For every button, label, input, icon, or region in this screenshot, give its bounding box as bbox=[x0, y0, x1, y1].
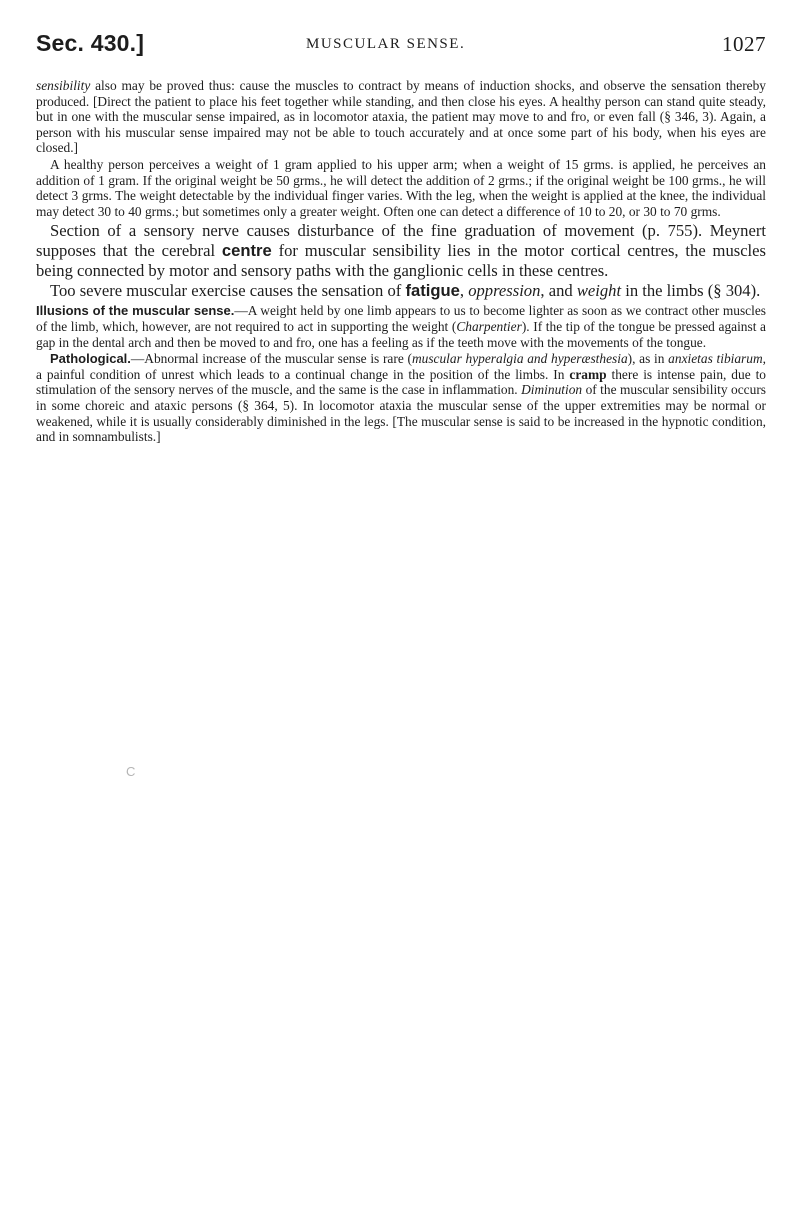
italic-term: Diminution bbox=[521, 382, 583, 398]
paragraph-text: also may be proved thus: cause the muscles to contract by means of induction shocks, and observe the sensation thereby produced. [Direct the patient to place his feet together while standing, and then close his eyes. A healthy person can stand quite steady, but in one with the muscular sense impaired, as in locomotor ataxia, the patient may move to and fro, or even fall (§ 346, 3). Again, a person with his muscular sense impaired may not be able to touch accurately and at once some part of his body, when his eyes are closed.] bbox=[36, 78, 766, 156]
book-page bbox=[36, 0, 766, 1210]
page-mark: C bbox=[126, 764, 136, 779]
paragraph-muscular-sensibility bbox=[36, 78, 766, 156]
paragraph-pathological bbox=[36, 351, 766, 445]
text-run: for muscular sensibility lies in the motor cortical centres, the muscles being connected by motor and sensory paths with the ganglionic cells in these centres. bbox=[36, 241, 766, 281]
text-run: ), as in bbox=[627, 351, 669, 367]
section-heading: Pathological. bbox=[50, 351, 131, 367]
text-run: —Abnormal increase of the muscular sense is rare ( bbox=[130, 351, 412, 367]
italic-term: Charpentier bbox=[456, 318, 522, 334]
lead-italic-word: sensibility bbox=[36, 78, 91, 93]
page-number: 1027 bbox=[722, 32, 766, 56]
italic-term: anxietas tibiarum bbox=[668, 351, 763, 367]
italic-term: oppression bbox=[468, 281, 541, 301]
text-run: Section of a sensory nerve causes disturbance of the fine graduation of movement (p. 755). Meynert supposes that the cerebral bbox=[36, 221, 766, 261]
section-label: Sec. 430.] bbox=[36, 30, 145, 56]
section-heading: Illusions of the muscular sense. bbox=[36, 303, 235, 319]
paragraph-fatigue bbox=[36, 281, 766, 301]
text-run: , a painful condition of unrest which leads to a continual change in the position of the limbs. In bbox=[36, 351, 766, 382]
bold-term: fatigue bbox=[405, 281, 460, 301]
paragraph-text: A healthy person perceives a weight of 1 gram applied to his upper arm; when a weight of 15 grms. is applied, he perceives an addition of 1 gram. If the original weight be 50 grms., he will detect the addition of 2 grms.; if the original weight be 100 grms., he will detect 3 grms. The weight detectable by the individual finger varies. With the leg, when the weight is applied at the knee, the individual may detect 30 to 40 grms.; but sometimes only a greater weight. Often one can detect a difference of 10 to 20, or 30 to 70 grms. bbox=[36, 156, 766, 219]
text-run: , and bbox=[540, 281, 577, 301]
paragraph-sensory-nerve-section bbox=[36, 221, 766, 281]
text-run: Too severe muscular exercise causes the sensation of bbox=[50, 281, 406, 301]
text-run: there is intense pain, due to stimulation of the sensory nerves of the muscle, and the same is the case in inflammation. bbox=[36, 366, 766, 398]
paragraph-illusions bbox=[36, 303, 766, 350]
text-run: , bbox=[459, 281, 469, 301]
running-title: MUSCULAR SENSE. bbox=[306, 36, 466, 52]
bold-term: cramp bbox=[569, 366, 607, 382]
text-run: in the limbs (§ 304). bbox=[621, 281, 761, 301]
text-run: of the muscular sensibility occurs in some choreic and ataxic persons (§ 364, 5). In locomotor ataxia the muscular sense of the upper extremities may be normal or weakened, while it is usually considerably diminished in the legs. [The muscular sense is said to be increased in the hypnotic condition, and in somnambulists.] bbox=[36, 382, 766, 445]
italic-term: weight bbox=[576, 281, 622, 301]
page-body bbox=[36, 78, 766, 445]
paragraph-weight-perception bbox=[36, 157, 766, 219]
running-head bbox=[36, 26, 766, 66]
text-run: —A weight held by one limb appears to us to become lighter as soon as we contract other muscles of the limb, which, however, are not required to act in supporting the weight ( bbox=[36, 303, 766, 334]
text-run: ). If the tip of the tongue be pressed against a gap in the dental arch and then be moved to and fro, one has a feeling as if the teeth move with the movements of the tongue. bbox=[36, 318, 767, 350]
bold-term: centre bbox=[221, 241, 272, 261]
italic-term: muscular hyperalgia and hyperæsthesia bbox=[411, 351, 628, 367]
